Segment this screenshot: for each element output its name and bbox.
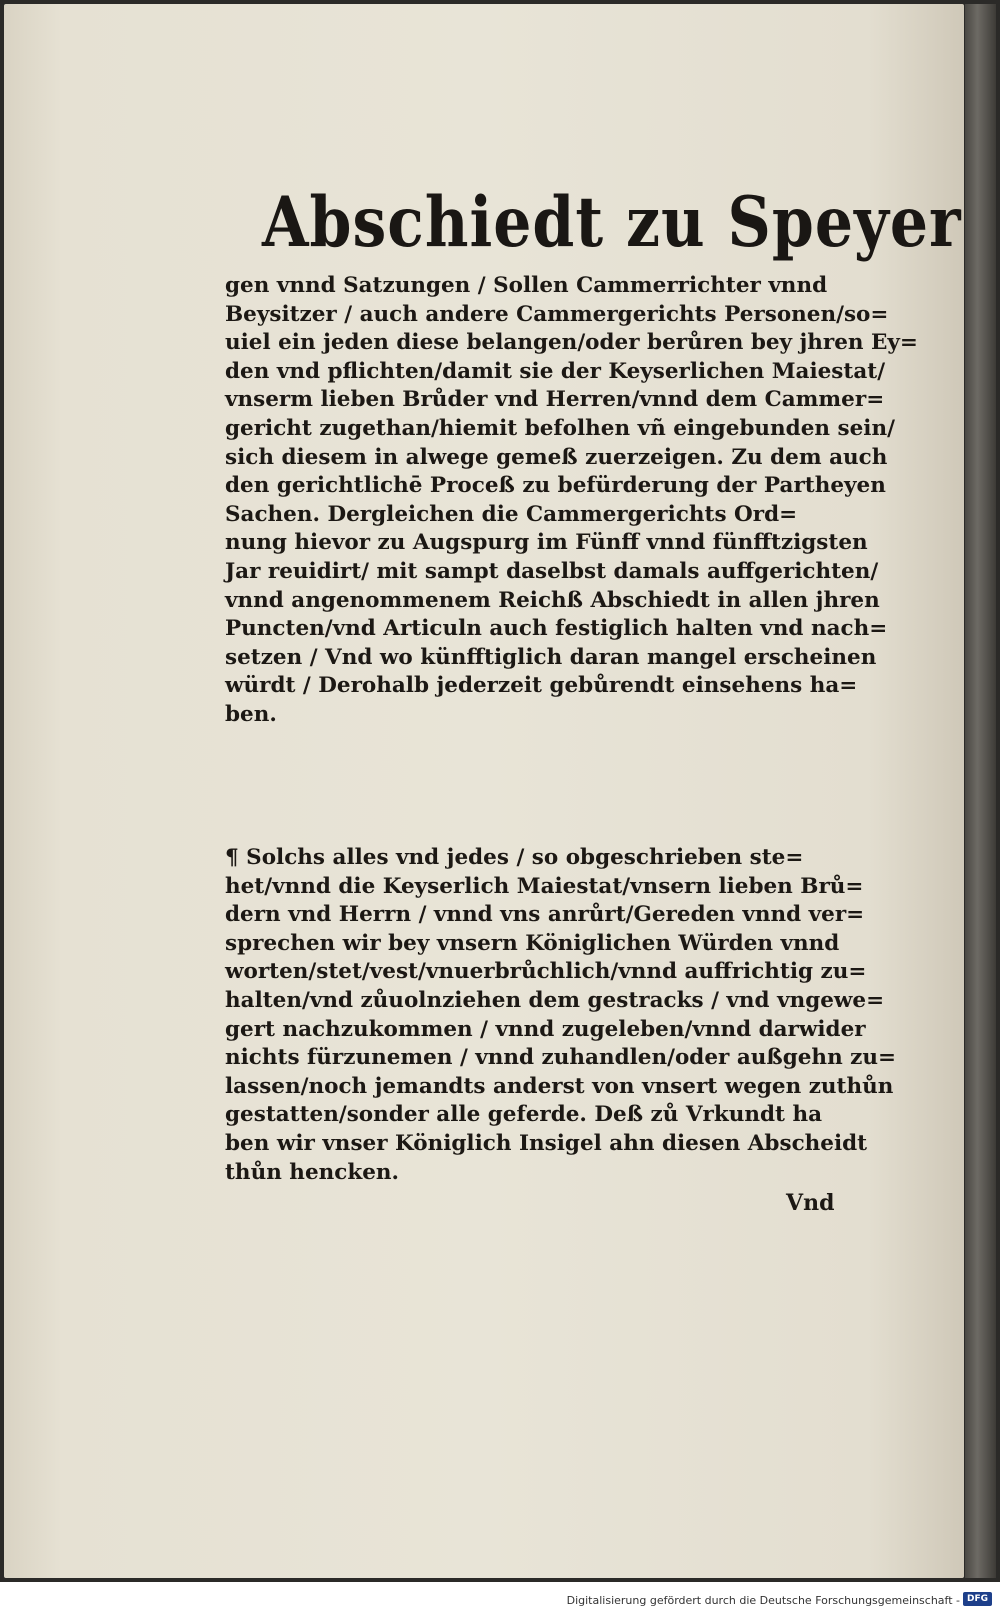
text-line: uiel ein jeden diese belangen/oder berůren bey jhren Ey= xyxy=(225,330,918,356)
text-line: Jar reuidirt/ mit sampt daselbst damals auffgerichten/ xyxy=(225,558,879,584)
text-line: sich diesem in alwege gemeß zuerzeigen. Zu dem auch xyxy=(225,444,888,470)
text-line: halten/vnd zůuolnziehen dem gestracks / vnd vngewe= xyxy=(225,987,885,1013)
text-line: nichts fürzunemen / vnnd zuhandlen/oder außgehn zu= xyxy=(225,1045,897,1071)
text-line: lassen/noch jemandts anderst von vnsert wegen zuthůn xyxy=(225,1073,894,1099)
text-line: gericht zugethan/hiemit befolhen vñ eingebunden sein/ xyxy=(225,415,895,441)
text-line: sprechen wir bey vnsern Königlichen Würden vnnd xyxy=(225,930,840,956)
text-line: ben wir vnser Königlich Insigel ahn diesen Abscheidt xyxy=(225,1130,868,1156)
dfg-logo: DFG xyxy=(963,1592,992,1606)
text-line: Puncten/vnd Articuln auch festiglich halten vnd nach= xyxy=(225,616,888,642)
text-line: den vnd pflichten/damit sie der Keyserlichen Maiestat/ xyxy=(225,358,886,384)
text-line: dern vnd Herrn / vnnd vns anrůrt/Gereden vnnd ver= xyxy=(225,902,865,928)
text-line: ben. xyxy=(225,701,277,727)
catchword: Vnd xyxy=(786,1190,835,1216)
text-line: Beysitzer / auch andere Cammergerichts Personen/so= xyxy=(225,301,889,327)
text-line: thůn hencken. xyxy=(225,1159,400,1185)
text-line: gen vnnd Satzungen / Sollen Cammerrichter vnnd xyxy=(225,273,828,298)
paragraph-2 xyxy=(225,844,897,1187)
text-line: vnnd angenommenem Reichß Abschiedt in allen jhren xyxy=(225,587,880,613)
paragraph-1 xyxy=(225,272,918,730)
text-line: würdt / Derohalb jederzeit gebůrendt einsehens ha= xyxy=(225,673,858,699)
footer-funding-text: Digitalisierung gefördert durch die Deutsche Forschungsgemeinschaft - xyxy=(566,1594,960,1607)
text-line: nung hievor zu Augspurg im Fünff vnnd fünfftzigsten xyxy=(225,530,868,556)
text-line: het/vnnd die Keyserlich Maiestat/vnsern lieben Brů= xyxy=(225,873,864,899)
text-line: setzen / Vnd wo künfftiglich daran mangel erscheinen xyxy=(225,644,877,670)
book-gutter xyxy=(965,4,996,1578)
footer-bar xyxy=(0,1582,1000,1621)
text-line: vnserm lieben Brůder vnd Herren/vnnd dem Cammer= xyxy=(225,387,885,413)
text-line: ¶ Solchs alles vnd jedes / so obgeschrieben ste= xyxy=(225,845,804,870)
text-line: Sachen. Dergleichen die Cammergerichts Ord= xyxy=(225,501,798,527)
text-line: worten/stet/vest/vnuerbrůchlich/vnnd auffrichtig zu= xyxy=(225,959,867,985)
text-line: gestatten/sonder alle geferde. Deß zů Vrkundt ha xyxy=(225,1102,823,1128)
text-line: den gerichtlichē Proceß zu befürderung der Partheyen xyxy=(225,473,886,499)
page-heading: Abschiedt zu Speyer xyxy=(262,182,962,264)
text-line: gert nachzukommen / vnnd zugeleben/vnnd darwider xyxy=(225,1016,866,1042)
